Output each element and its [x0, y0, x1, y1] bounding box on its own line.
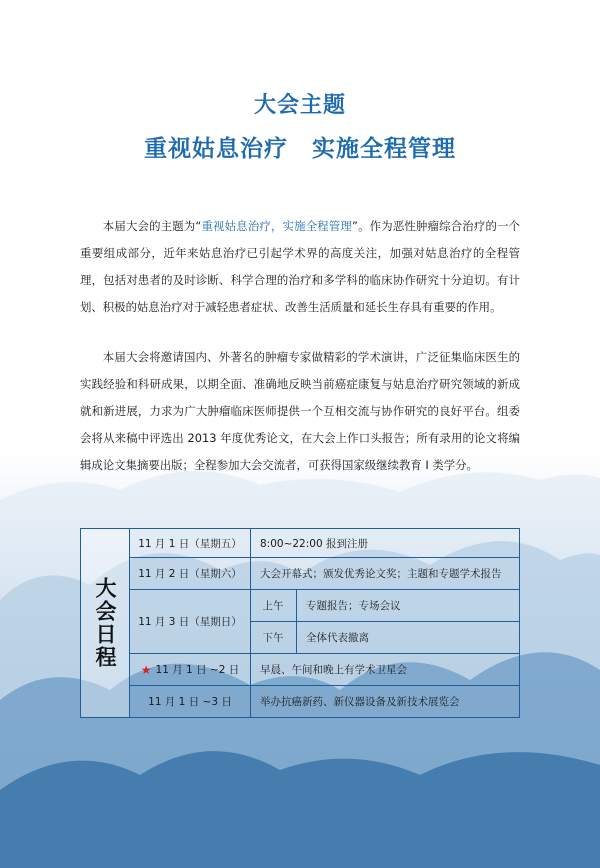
schedule-row [130, 528, 520, 558]
schedule-date-cell [130, 654, 251, 685]
intro-paragraph-2: 本届大会将邀请国内、外著名的肿瘤专家做精彩的学术演讲，广泛征集临床医生的实践经验和科研成果，以期全面、准确地反映当前癌症康复与姑息治疗研究领域的新成就和新进展，力求为广大肿瘤临床医师提供一个互相交流与协作研究的良好平台。组委会将从来稿中评选出 2013 年度优秀论文，在大会上作口头报告；所有录用的论文将编辑成论文集摘要出版；全程参加大会交流者，可获得国家级继续教育 I 类学分。 [80, 350, 520, 472]
star-icon: ★ [140, 662, 152, 677]
schedule-row [130, 590, 520, 654]
intro-p1-before: 本届大会的主题为“ [102, 219, 202, 233]
intro-p1-after: ”。作为恶性肿瘤综合治疗的一个重要组成部分，近年来姑息治疗已引起学术界的高度关注，加强对姑息治疗的全程管理，包括对患者的及时诊断、科学合理的治疗和多学科的临床协作研究十分迫切。有计划、积极的姑息治疗对于减轻患者症状、改善生活质量和延长生存具有重要的作用。 [80, 219, 520, 314]
schedule-row [130, 686, 520, 718]
schedule-table [80, 528, 520, 718]
pm-label: 下午 [250, 621, 297, 653]
schedule-date: 11 月 1 日（星期五） [130, 529, 251, 557]
schedule-event: 8:00~22:00 报到注册 [260, 537, 368, 550]
schedule-date: 11 月 1 日 ~3 日 [130, 686, 251, 717]
schedule-date: 11 月 3 日（星期日） [130, 590, 251, 653]
schedule-row [130, 654, 520, 686]
schedule-date: 11 月 1 日 ~2 日 [155, 664, 240, 676]
schedule-label-cell [80, 528, 130, 718]
am-label: 上午 [250, 590, 297, 621]
schedule-event: 早晨、午间和晚上有学术卫星会 [260, 664, 407, 676]
pm-event: 全体代表撤离 [306, 631, 369, 644]
schedule-event: 大会开幕式；颁发优秀论文奖；主题和专题学术报告 [260, 568, 502, 580]
theme-highlight: 重视姑息治疗，实施全程管理 [201, 219, 353, 233]
theme-label: 大会主题 [253, 93, 346, 118]
intro-paragraph-1 [80, 213, 520, 321]
schedule-am-slot [250, 590, 519, 622]
schedule-date: 11 月 2 日（星期六） [130, 558, 251, 589]
schedule-row [130, 558, 520, 590]
schedule-pm-slot [250, 621, 519, 653]
theme-title: 重视姑息治疗 实施全程管理 [144, 136, 456, 162]
schedule-event: 举办抗癌新药、新仪器设备及新技术展览会 [260, 696, 460, 708]
schedule-label: 大会日程 [93, 577, 117, 669]
am-event: 专题报告；专场会议 [306, 600, 401, 612]
